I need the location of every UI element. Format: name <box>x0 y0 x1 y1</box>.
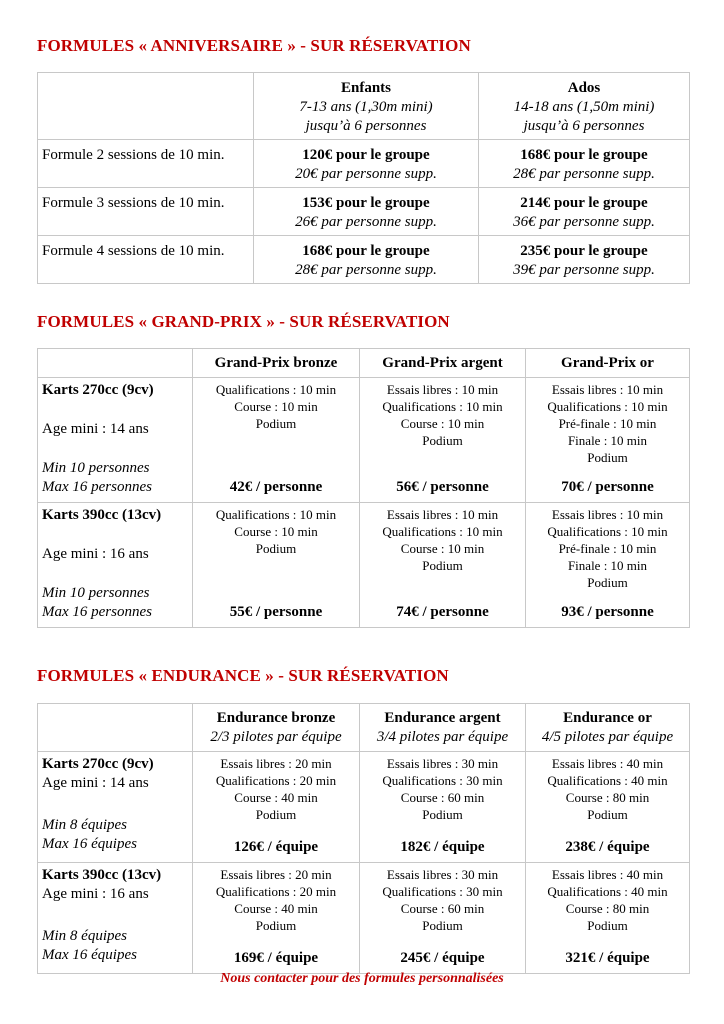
max-size: Max 16 personnes <box>42 604 152 620</box>
kart-type: Karts 270cc (9cv) <box>42 382 154 398</box>
column-header-argent <box>360 704 526 752</box>
program-line: Essais libres : 40 min <box>551 756 664 771</box>
formula-cell <box>193 863 360 974</box>
grandprix-title: FORMULES « GRAND-PRIX » - SUR RÉSERVATION <box>37 312 450 331</box>
formula-cell <box>526 503 690 628</box>
column-age: 7-13 ans (1,30m mini) <box>299 99 433 115</box>
column-header-bronze <box>193 704 360 752</box>
extra-price: 36€ par personne supp. <box>513 214 655 230</box>
program-line: Essais libres : 10 min <box>386 382 499 397</box>
program-line: Course : 80 min <box>565 790 650 805</box>
group-size <box>42 459 152 497</box>
group-price: 120€ pour le groupe <box>302 147 430 163</box>
column-header-or: Grand-Prix or <box>526 349 690 378</box>
program-line: Podium <box>422 433 463 448</box>
table-row <box>38 236 690 284</box>
price-cell <box>479 188 690 236</box>
group-price: 168€ pour le groupe <box>520 147 648 163</box>
program-line: Podium <box>587 450 628 465</box>
program-line: Qualifications : 40 min <box>547 773 668 788</box>
row-label: Formule 3 sessions de 10 min. <box>38 188 254 236</box>
table-row <box>38 140 690 188</box>
kart-type: Karts 390cc (13cv) <box>42 867 162 883</box>
program-line: Finale : 10 min <box>567 433 648 448</box>
program-line: Pré-finale : 10 min <box>558 416 657 431</box>
extra-price: 39€ par personne supp. <box>513 262 655 278</box>
price: 169€ / équipe <box>233 950 319 966</box>
row-label: Formule 2 sessions de 10 min. <box>38 140 254 188</box>
program-line: Course : 40 min <box>234 901 318 916</box>
program-line: Finale : 10 min <box>567 558 648 573</box>
program-line: Pré-finale : 10 min <box>558 541 657 556</box>
price-cell <box>254 140 479 188</box>
price: 182€ / équipe <box>400 839 485 855</box>
program-line: Course : 10 min <box>400 416 485 431</box>
anniversaire-title: FORMULES « ANNIVERSAIRE » - SUR RÉSERVATION <box>37 36 471 55</box>
max-size: Max 16 équipes <box>42 947 137 963</box>
program-line: Podium <box>422 807 463 822</box>
formula-cell <box>193 752 360 863</box>
contact-note: Nous contacter pour des formules personnalisées <box>220 971 504 986</box>
column-age: 14-18 ans (1,50m mini) <box>513 99 655 115</box>
age-minimum: Age mini : 14 ans <box>42 775 149 791</box>
empty-header-cell <box>38 73 254 140</box>
program-line: Podium <box>422 558 463 573</box>
column-header-or <box>526 704 690 752</box>
program-line: Essais libres : 40 min <box>551 867 664 882</box>
program-line: Qualifications : 30 min <box>382 884 503 899</box>
row-label: Formule 4 sessions de 10 min. <box>38 236 254 284</box>
program-line: Essais libres : 20 min <box>220 756 332 771</box>
column-title: Endurance bronze <box>216 710 336 726</box>
program-line: Podium <box>255 541 297 556</box>
price: 126€ / équipe <box>233 839 319 855</box>
group-price: 168€ pour le groupe <box>302 243 430 259</box>
program-line: Podium <box>587 918 628 933</box>
formula-cell <box>526 863 690 974</box>
column-header-ados <box>479 73 690 140</box>
program-line: Course : 10 min <box>234 524 318 539</box>
anniversaire-table <box>37 72 690 284</box>
price-cell <box>254 188 479 236</box>
program-line: Qualifications : 10 min <box>547 399 668 414</box>
program-line: Qualifications : 20 min <box>215 773 337 788</box>
program-line: Course : 60 min <box>400 901 485 916</box>
row-label <box>38 752 193 863</box>
extra-price: 26€ par personne supp. <box>295 214 437 230</box>
price: 42€ / personne <box>229 479 323 495</box>
program-line: Podium <box>255 807 297 822</box>
row-label <box>38 378 193 503</box>
formula-cell <box>193 503 360 628</box>
price: 321€ / équipe <box>565 950 650 966</box>
age-minimum: Age mini : 14 ans <box>42 421 149 437</box>
column-title: Endurance or <box>563 710 652 726</box>
age-minimum: Age mini : 16 ans <box>42 546 149 562</box>
table-row <box>38 863 690 974</box>
group-size <box>42 816 137 854</box>
program-line: Course : 60 min <box>400 790 485 805</box>
group-price: 235€ pour le groupe <box>520 243 648 259</box>
program-line: Qualifications : 10 min <box>215 507 337 522</box>
program-line: Course : 40 min <box>234 790 318 805</box>
formula-cell <box>526 752 690 863</box>
program-line: Qualifications : 20 min <box>215 884 337 899</box>
program-line: Essais libres : 30 min <box>386 867 499 882</box>
kart-type: Karts 270cc (9cv) <box>42 756 154 772</box>
endurance-table <box>37 703 690 974</box>
group-size <box>42 927 137 965</box>
column-group: jusqu’à 6 personnes <box>523 118 645 134</box>
column-group: jusqu’à 6 personnes <box>305 118 427 134</box>
program-line: Podium <box>422 918 463 933</box>
price: 56€ / personne <box>396 479 489 495</box>
column-title: Endurance argent <box>384 710 501 726</box>
extra-price: 20€ par personne supp. <box>295 166 437 182</box>
price-cell <box>254 236 479 284</box>
table-row <box>38 188 690 236</box>
table-header-row <box>38 349 690 378</box>
table-header-row <box>38 704 690 752</box>
price-cell <box>479 236 690 284</box>
program-line: Podium <box>255 416 297 431</box>
price: 245€ / équipe <box>400 950 485 966</box>
column-header-enfants <box>254 73 479 140</box>
row-label <box>38 863 193 974</box>
price: 70€ / personne <box>561 479 654 495</box>
group-price: 214€ pour le groupe <box>520 195 648 211</box>
program-line: Course : 10 min <box>234 399 318 414</box>
endurance-title: FORMULES « ENDURANCE » - SUR RÉSERVATION <box>37 666 449 685</box>
row-label <box>38 503 193 628</box>
table-header-row <box>38 73 690 140</box>
kart-type: Karts 390cc (13cv) <box>42 507 162 523</box>
program-line: Course : 80 min <box>565 901 650 916</box>
column-header-bronze: Grand-Prix bronze <box>193 349 360 378</box>
min-size: Min 10 personnes <box>42 460 150 476</box>
program-line: Podium <box>587 807 628 822</box>
program-line: Essais libres : 30 min <box>386 756 499 771</box>
age-minimum: Age mini : 16 ans <box>42 886 149 902</box>
program-line: Qualifications : 10 min <box>382 524 503 539</box>
column-subtitle: 3/4 pilotes par équipe <box>376 729 509 745</box>
price: 238€ / équipe <box>565 839 650 855</box>
max-size: Max 16 personnes <box>42 479 152 495</box>
group-price: 153€ pour le groupe <box>302 195 430 211</box>
program-line: Qualifications : 10 min <box>215 382 337 397</box>
empty-header-cell <box>38 704 193 752</box>
column-title: Ados <box>567 80 601 96</box>
program-line: Essais libres : 10 min <box>551 507 664 522</box>
program-line: Qualifications : 10 min <box>382 399 503 414</box>
price-cell <box>479 140 690 188</box>
price: 74€ / personne <box>396 604 489 620</box>
group-size <box>42 584 152 622</box>
extra-price: 28€ par personne supp. <box>295 262 437 278</box>
program-line: Essais libres : 10 min <box>551 382 664 397</box>
grandprix-table <box>37 348 690 628</box>
formula-cell <box>193 378 360 503</box>
column-title: Enfants <box>340 80 392 96</box>
formula-cell <box>360 378 526 503</box>
table-row <box>38 378 690 503</box>
program-line: Essais libres : 20 min <box>220 867 332 882</box>
column-subtitle: 2/3 pilotes par équipe <box>210 729 342 745</box>
empty-header-cell <box>38 349 193 378</box>
table-row <box>38 752 690 863</box>
formula-cell <box>360 503 526 628</box>
program-line: Course : 10 min <box>400 541 485 556</box>
min-size: Min 10 personnes <box>42 585 150 601</box>
formula-cell <box>360 863 526 974</box>
min-size: Min 8 équipes <box>42 817 127 833</box>
table-row <box>38 503 690 628</box>
price: 93€ / personne <box>561 604 654 620</box>
formula-cell <box>360 752 526 863</box>
program-line: Qualifications : 10 min <box>547 524 668 539</box>
program-line: Essais libres : 10 min <box>386 507 499 522</box>
column-header-argent: Grand-Prix argent <box>360 349 526 378</box>
formula-cell <box>526 378 690 503</box>
min-size: Min 8 équipes <box>42 928 127 944</box>
program-line: Podium <box>587 575 628 590</box>
program-line: Podium <box>255 918 297 933</box>
program-line: Qualifications : 40 min <box>547 884 668 899</box>
price: 55€ / personne <box>229 604 323 620</box>
column-subtitle: 4/5 pilotes par équipe <box>541 729 674 745</box>
extra-price: 28€ par personne supp. <box>513 166 655 182</box>
max-size: Max 16 équipes <box>42 836 137 852</box>
program-line: Qualifications : 30 min <box>382 773 503 788</box>
